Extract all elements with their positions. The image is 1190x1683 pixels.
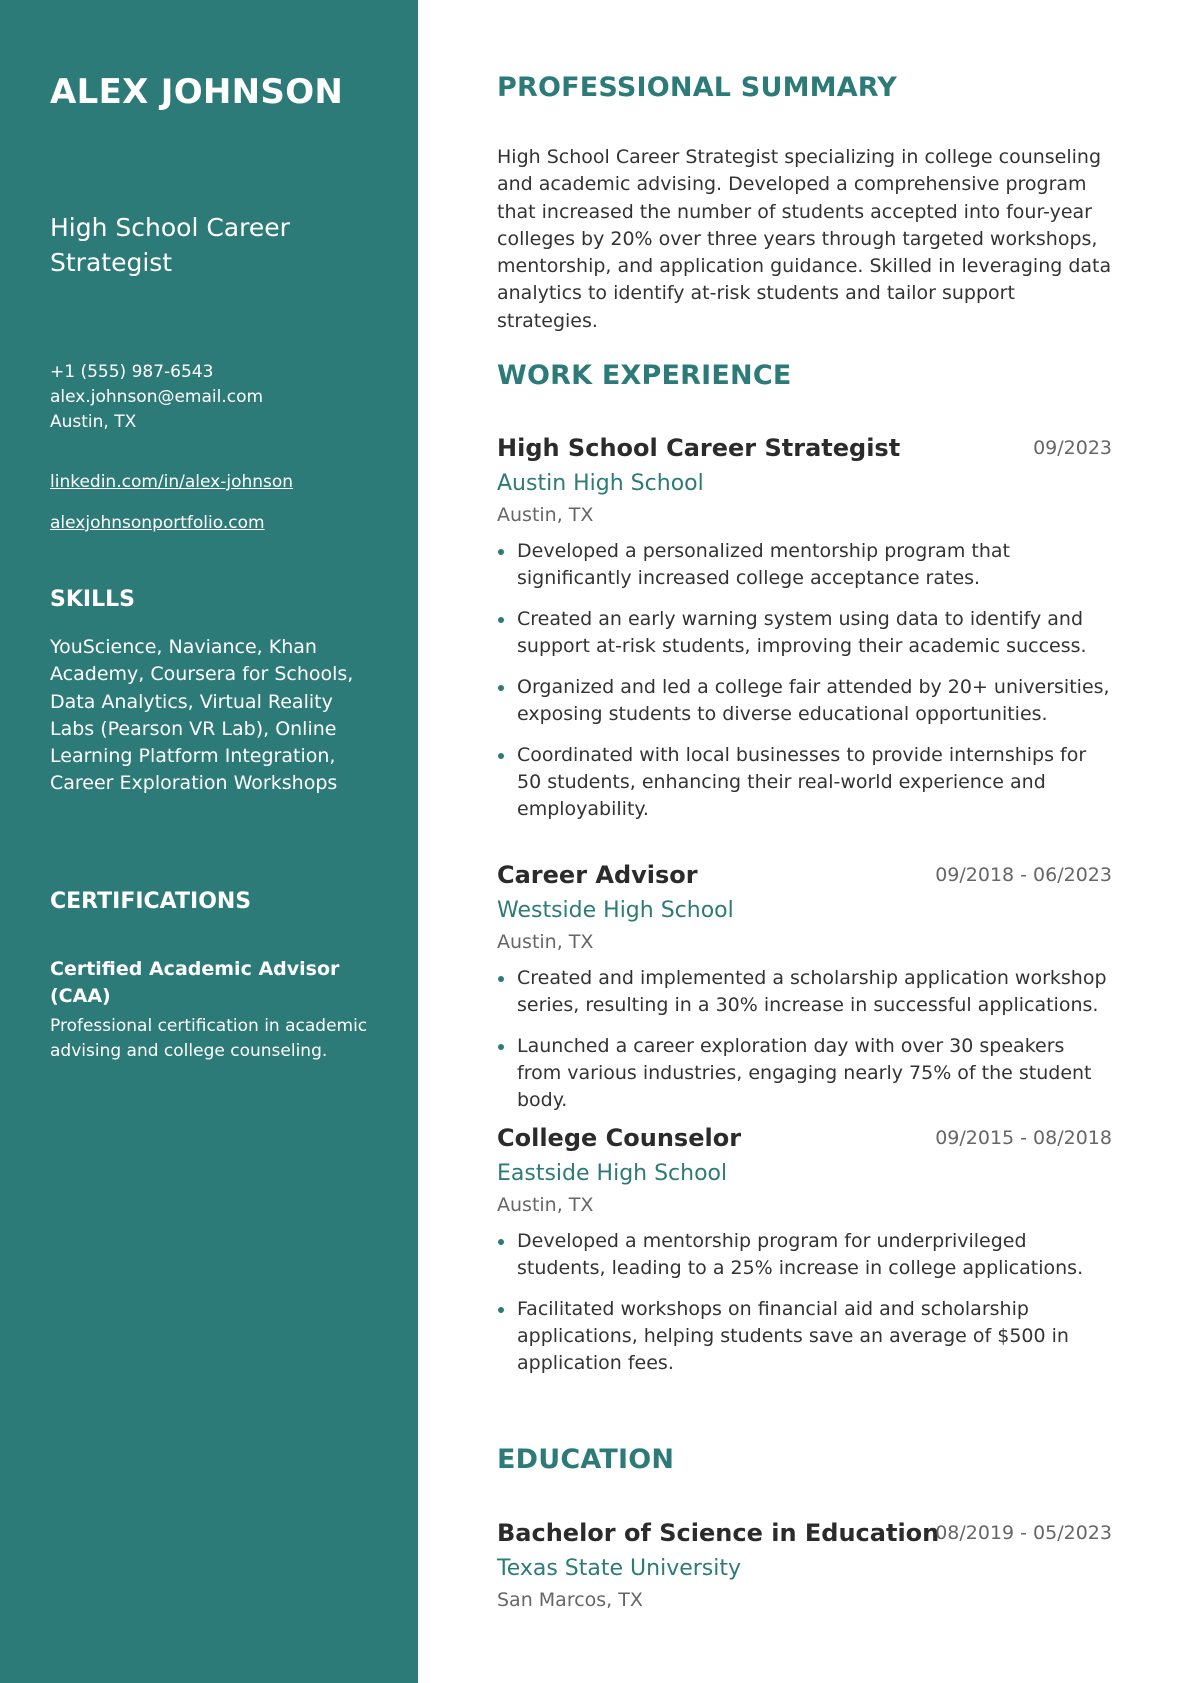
bullet-item xyxy=(497,674,1112,728)
job-organization: Westside High School xyxy=(497,898,734,923)
bullet-item xyxy=(497,965,1112,1019)
job-location: Austin, TX xyxy=(497,504,594,526)
job-entry xyxy=(497,431,1112,837)
education-entry xyxy=(497,1516,1112,1615)
job-location: Austin, TX xyxy=(497,1194,594,1216)
bullet-item xyxy=(497,1033,1112,1114)
job-location: Austin, TX xyxy=(497,931,594,953)
job-organization: Austin High School xyxy=(497,471,704,496)
bullet-dot xyxy=(498,1044,504,1050)
job-bullets xyxy=(497,1228,1112,1377)
job-bullets xyxy=(497,538,1112,823)
profile-links xyxy=(50,470,293,552)
job-title: Career Advisor xyxy=(497,861,698,889)
bullet-dot xyxy=(498,685,504,691)
linkedin-link[interactable]: linkedin.com/in/alex-johnson xyxy=(50,472,294,492)
job-bullets xyxy=(497,965,1112,1114)
school-name: Texas State University xyxy=(497,1556,742,1581)
job-date: 09/2018 - 06/2023 xyxy=(935,864,1112,886)
bullet-item xyxy=(497,1296,1112,1377)
summary-text: High School Career Strategist specializing in college counseling and academic advising. Developed a comprehensive program that increased the number of students accepted into four-year colleges by 20% over three years through targeted workshops, mentorship, and application guidance. Skilled in leveraging data analytics to identify at-risk students and tailor support strategies. xyxy=(497,146,1112,332)
location: Austin, TX xyxy=(50,412,137,432)
bullet-item xyxy=(497,538,1112,592)
education-heading: EDUCATION xyxy=(497,1444,675,1475)
skills-list: YouScience, Naviance, Khan Academy, Coursera for Schools, Data Analytics, Virtual Reality Labs (Pearson VR Lab), Online Learning Platform Integration, Career Exploration Workshops xyxy=(50,636,354,795)
bullet-text: Organized and led a college fair attended by 20+ universities, exposing students to diverse educational opportunities. xyxy=(517,676,1110,725)
bullet-text: Launched a career exploration day with over 30 speakers from various industries, engaging nearly 75% of the student body. xyxy=(517,1035,1092,1111)
bullet-item xyxy=(497,606,1112,660)
bullet-text: Developed a personalized mentorship program that significantly increased college acceptance rates. xyxy=(517,540,1010,589)
certifications-heading: CERTIFICATIONS xyxy=(50,889,252,914)
email-address: alex.johnson@email.com xyxy=(50,387,264,407)
bullet-dot xyxy=(498,549,504,555)
bullet-text: Facilitated workshops on financial aid and scholarship applications, helping students save an average of $500 in application fees. xyxy=(517,1298,1069,1374)
candidate-name: ALEX JOHNSON xyxy=(50,72,344,112)
education-date: 08/2019 - 05/2023 xyxy=(935,1522,1112,1544)
bullet-text: Created and implemented a scholarship application workshop series, resulting in a 30% increase in successful applications. xyxy=(517,967,1107,1016)
degree-title: Bachelor of Science in Education xyxy=(497,1519,940,1547)
skills-heading: SKILLS xyxy=(50,587,135,612)
bullet-dot xyxy=(498,617,504,623)
job-organization: Eastside High School xyxy=(497,1161,728,1186)
bullet-dot xyxy=(498,1239,504,1245)
bullet-dot xyxy=(498,753,504,759)
job-title: High School Career Strategist xyxy=(497,434,901,462)
job-date: 09/2015 - 08/2018 xyxy=(935,1127,1112,1149)
bullet-dot xyxy=(498,976,504,982)
summary-heading: PROFESSIONAL SUMMARY xyxy=(497,72,898,103)
bullet-item xyxy=(497,742,1112,823)
certification-description: Professional certification in academic advising and college counseling. xyxy=(50,1016,368,1061)
portfolio-link[interactable]: alexjohnsonportfolio.com xyxy=(50,513,265,533)
experience-heading: WORK EXPERIENCE xyxy=(497,360,792,391)
bullet-text: Developed a mentorship program for underprivileged students, leading to a 25% increase in college applications. xyxy=(517,1230,1084,1279)
bullet-item xyxy=(497,1228,1112,1282)
job-entry xyxy=(497,858,1112,1128)
job-date: 09/2023 xyxy=(1033,437,1112,459)
bullet-dot xyxy=(498,1307,504,1313)
phone-number: +1 (555) 987-6543 xyxy=(50,362,214,382)
certification-title: Certified Academic Advisor (CAA) xyxy=(50,958,340,1007)
sidebar xyxy=(0,0,418,1683)
bullet-text: Coordinated with local businesses to provide internships for 50 students, enhancing their real-world experience and employability. xyxy=(517,744,1087,820)
school-location: San Marcos, TX xyxy=(497,1589,643,1611)
job-title: College Counselor xyxy=(497,1124,742,1152)
job-entry xyxy=(497,1121,1112,1391)
candidate-role: High School Career Strategist xyxy=(50,213,290,277)
bullet-text: Created an early warning system using data to identify and support at-risk students, improving their academic success. xyxy=(517,608,1087,657)
contact-info xyxy=(50,360,263,435)
